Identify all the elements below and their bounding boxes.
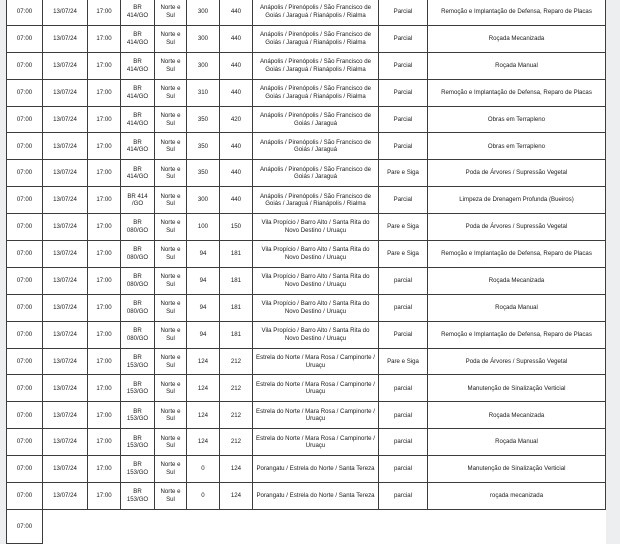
cell-data: 13/07/24 xyxy=(43,187,88,214)
cell-data: 13/07/24 xyxy=(43,348,88,375)
cell-rodovia: BR 153/GO xyxy=(121,429,155,456)
schedule-table xyxy=(6,0,606,544)
cell-municipios: Estrela do Norte / Mara Rosa / Campinorte / Uruaçu xyxy=(253,375,379,402)
cell-sentido: Norte e Sul xyxy=(155,483,187,510)
cell-rodovia: BR 414/GO xyxy=(121,52,155,79)
cell-km-inicial: 94 xyxy=(187,267,220,294)
cell-rodovia: BR 153/GO xyxy=(121,483,155,510)
cell-hora-inicio: 07:00 xyxy=(7,375,43,402)
cell-rodovia: BR 080/GO xyxy=(121,321,155,348)
cell-km-inicial: 124 xyxy=(187,375,220,402)
cell-hora-fim: 17:00 xyxy=(88,483,121,510)
cell-sentido: Norte e Sul xyxy=(155,0,187,25)
cell-km-inicial: 300 xyxy=(187,187,220,214)
cell-interdicao: parcial xyxy=(379,429,428,456)
table-row xyxy=(7,133,606,160)
cell-interdicao: Parcial xyxy=(379,133,428,160)
cell-interdicao: Parcial xyxy=(379,106,428,133)
cell-servico: Poda de Árvores / Supressão Vegetal xyxy=(428,214,606,241)
cell-data: 13/07/24 xyxy=(43,133,88,160)
cell-servico: Poda de Árvores / Supressão Vegetal xyxy=(428,348,606,375)
cell-data: 13/07/24 xyxy=(43,214,88,241)
cell-servico: Obras em Terrapleno xyxy=(428,106,606,133)
cell-sentido: Norte e Sul xyxy=(155,429,187,456)
cell-municipios: Estrela do Norte / Mara Rosa / Campinorte / Uruaçu xyxy=(253,348,379,375)
table-row xyxy=(7,106,606,133)
cell-km-final: 440 xyxy=(220,25,253,52)
cell-hora-inicio: 07:00 xyxy=(7,160,43,187)
cell-municipios: Anápolis / Pirenópolis / São Francisco de Goiás / Jaraguá / Rianápolis / Rialma xyxy=(253,0,379,25)
cell-hora-fim: 17:00 xyxy=(88,375,121,402)
cell-data: 13/07/24 xyxy=(43,456,88,483)
table-body xyxy=(7,0,606,543)
cell-interdicao: Pare e Siga xyxy=(379,348,428,375)
cell-interdicao: Pare e Siga xyxy=(379,214,428,241)
cell-servico: Roçada Manual xyxy=(428,429,606,456)
cell-km-final: 440 xyxy=(220,52,253,79)
cell-hora-fim: 17:00 xyxy=(88,106,121,133)
cell-rodovia: BR 414/GO xyxy=(121,79,155,106)
cell-hora-fim: 17:00 xyxy=(88,429,121,456)
cell-km-final: 440 xyxy=(220,187,253,214)
table-row xyxy=(7,429,606,456)
cell-municipios: Vila Propício / Barro Alto / Santa Rita do Novo Destino / Uruaçu xyxy=(253,267,379,294)
cell-data: 13/07/24 xyxy=(43,483,88,510)
cell-servico: roçada mecanizada xyxy=(428,483,606,510)
cell-sentido: Norte e Sul xyxy=(155,187,187,214)
cell-interdicao: parcial xyxy=(379,456,428,483)
cell-hora-fim: 17:00 xyxy=(88,160,121,187)
cell-interdicao: parcial xyxy=(379,483,428,510)
cell-hora-inicio: 07:00 xyxy=(7,429,43,456)
cell-rodovia: BR 153/GO xyxy=(121,375,155,402)
table-row xyxy=(7,402,606,429)
cell-interdicao: Parcial xyxy=(379,79,428,106)
cell-km-final: 212 xyxy=(220,375,253,402)
table-row xyxy=(7,267,606,294)
cell-sentido: Norte e Sul xyxy=(155,375,187,402)
table-row xyxy=(7,456,606,483)
cell-km-final: 212 xyxy=(220,402,253,429)
cell-km-inicial: 124 xyxy=(187,429,220,456)
cell-km-inicial: 300 xyxy=(187,52,220,79)
cell-km-final: 440 xyxy=(220,133,253,160)
cell-hora-fim: 17:00 xyxy=(88,133,121,160)
cell-data: 13/07/24 xyxy=(43,79,88,106)
cell-sentido: Norte e Sul xyxy=(155,267,187,294)
cell-rodovia: BR 153/GO xyxy=(121,348,155,375)
cell-km-inicial: 100 xyxy=(187,214,220,241)
cell-hora-inicio: 07:00 xyxy=(7,187,43,214)
cell-municipios: Anápolis / Pirenópolis / São Francisco de Goiás / Jaraguá xyxy=(253,160,379,187)
cell-municipios: Estrela do Norte / Mara Rosa / Campinorte / Uruaçu xyxy=(253,402,379,429)
cell-data: 13/07/24 xyxy=(43,402,88,429)
cell-km-final: 212 xyxy=(220,348,253,375)
cell-km-final: 124 xyxy=(220,483,253,510)
page-gap xyxy=(0,514,620,544)
cell-sentido: Norte e Sul xyxy=(155,133,187,160)
table-row xyxy=(7,52,606,79)
cell-servico: Roçada Mecanizada xyxy=(428,25,606,52)
cell-data: 13/07/24 xyxy=(43,294,88,321)
cell-interdicao: Pare e Siga xyxy=(379,160,428,187)
cell-km-inicial: 300 xyxy=(187,0,220,25)
cell-sentido: Norte e Sul xyxy=(155,456,187,483)
cell-sentido: Norte e Sul xyxy=(155,241,187,268)
cell-hora-inicio: 07:00 xyxy=(7,456,43,483)
cell-km-inicial: 94 xyxy=(187,321,220,348)
cell-municipios: Vila Propício / Barro Alto / Santa Rita do Novo Destino / Uruaçu xyxy=(253,294,379,321)
cell-hora-fim: 17:00 xyxy=(88,214,121,241)
cell-hora-inicio: 07:00 xyxy=(7,0,43,25)
table-row xyxy=(7,25,606,52)
cell-hora-inicio: 07:00 xyxy=(7,133,43,160)
cell-rodovia: BR 414 /GO xyxy=(121,187,155,214)
cell-municipios: Anápolis / Pirenópolis / São Francisco de Goiás / Jaraguá / Rianápolis / Rialma xyxy=(253,187,379,214)
cell-sentido: Norte e Sul xyxy=(155,106,187,133)
cell-servico: Remoção e Implantação de Defensa, Reparo de Placas xyxy=(428,79,606,106)
cell-km-final: 420 xyxy=(220,106,253,133)
cell-municipios: Vila Propício / Barro Alto / Santa Rita do Novo Destino / Uruaçu xyxy=(253,321,379,348)
cell-hora-inicio: 07:00 xyxy=(7,214,43,241)
cell-km-inicial: 124 xyxy=(187,348,220,375)
cell-hora-inicio: 07:00 xyxy=(7,348,43,375)
cell-servico: Manutenção de Sinalização Verticial xyxy=(428,456,606,483)
cell-municipios: Anápolis / Pirenópolis / São Francisco de Goiás / Jaraguá / Rianápolis / Rialma xyxy=(253,52,379,79)
cell-interdicao: Pare e Siga xyxy=(379,241,428,268)
cell-hora-fim: 17:00 xyxy=(88,0,121,25)
cell-data: 13/07/24 xyxy=(43,106,88,133)
cell-hora-fim: 17:00 xyxy=(88,187,121,214)
cell-rodovia: BR 080/GO xyxy=(121,241,155,268)
cell-sentido: Norte e Sul xyxy=(155,214,187,241)
cell-km-final: 181 xyxy=(220,321,253,348)
cell-km-inicial: 350 xyxy=(187,133,220,160)
cell-hora-fim: 17:00 xyxy=(88,241,121,268)
table-row xyxy=(7,483,606,510)
cell-interdicao: parcial xyxy=(379,402,428,429)
cell-rodovia: BR 414/GO xyxy=(121,106,155,133)
cell-hora-fim: 17:00 xyxy=(88,456,121,483)
cell-interdicao: Parcial xyxy=(379,25,428,52)
cell-data: 13/07/24 xyxy=(43,321,88,348)
cell-hora-inicio: 07:00 xyxy=(7,267,43,294)
cell-km-inicial: 0 xyxy=(187,456,220,483)
cell-hora-fim: 17:00 xyxy=(88,267,121,294)
cell-km-inicial: 350 xyxy=(187,106,220,133)
cell-sentido: Norte e Sul xyxy=(155,79,187,106)
cell-km-final: 124 xyxy=(220,456,253,483)
cell-rodovia: BR 414/GO xyxy=(121,133,155,160)
cell-hora-inicio: 07:00 xyxy=(7,321,43,348)
cell-km-inicial: 350 xyxy=(187,160,220,187)
cell-hora-inicio: 07:00 xyxy=(7,509,43,543)
table-row xyxy=(7,294,606,321)
cell-km-final: 150 xyxy=(220,214,253,241)
cell-sentido: Norte e Sul xyxy=(155,52,187,79)
cell-data: 13/07/24 xyxy=(43,52,88,79)
cell-servico: Obras em Terrapleno xyxy=(428,133,606,160)
cell-sentido: Norte e Sul xyxy=(155,402,187,429)
cell-interdicao: parcial xyxy=(379,294,428,321)
table-row xyxy=(7,187,606,214)
cell-km-final: 181 xyxy=(220,241,253,268)
cell-interdicao: parcial xyxy=(379,267,428,294)
cell-data: 13/07/24 xyxy=(43,0,88,25)
cell-km-inicial: 94 xyxy=(187,294,220,321)
cell-rodovia: BR 080/GO xyxy=(121,294,155,321)
cell-municipios: Anápolis / Pirenópolis / São Francisco de Goiás / Jaraguá xyxy=(253,133,379,160)
cell-rodovia: BR 414/GO xyxy=(121,160,155,187)
cell-hora-inicio: 07:00 xyxy=(7,402,43,429)
table-row xyxy=(7,375,606,402)
cell-km-final: 181 xyxy=(220,267,253,294)
cell-municipios: Porangatu / Estrela do Norte / Santa Tereza xyxy=(253,483,379,510)
cell-hora-inicio: 07:00 xyxy=(7,294,43,321)
table-row xyxy=(7,321,606,348)
cell-interdicao: parcial xyxy=(379,375,428,402)
cell-municipios: Vila Propício / Barro Alto / Santa Rita do Novo Destino / Uruaçu xyxy=(253,241,379,268)
cell-servico: Roçada Mecanizada xyxy=(428,267,606,294)
cell-municipios: Vila Propício / Barro Alto / Santa Rita do Novo Destino / Uruaçu xyxy=(253,214,379,241)
cell-hora-fim: 17:00 xyxy=(88,294,121,321)
cell-hora-fim: 17:00 xyxy=(88,79,121,106)
cell-servico: Remoção e Implantação de Defensa, Reparo de Placas xyxy=(428,241,606,268)
cell-data: 13/07/24 xyxy=(43,429,88,456)
cell-hora-inicio: 07:00 xyxy=(7,25,43,52)
table-row xyxy=(7,241,606,268)
cell-data: 13/07/24 xyxy=(43,375,88,402)
cell-km-inicial: 124 xyxy=(187,402,220,429)
cell-hora-fim: 17:00 xyxy=(88,402,121,429)
cell-hora-fim: 17:00 xyxy=(88,52,121,79)
cell-municipios: Estrela do Norte / Mara Rosa / Campinorte / Uruaçu xyxy=(253,429,379,456)
cell-interdicao: Parcial xyxy=(379,0,428,25)
cell-hora-fim: 17:00 xyxy=(88,321,121,348)
cell-km-inicial: 94 xyxy=(187,241,220,268)
cell-data: 13/07/24 xyxy=(43,25,88,52)
cell-km-final: 440 xyxy=(220,0,253,25)
cell-km-inicial: 310 xyxy=(187,79,220,106)
cell-km-inicial: 300 xyxy=(187,25,220,52)
cell-interdicao: Parcial xyxy=(379,52,428,79)
cell-data: 13/07/24 xyxy=(43,241,88,268)
cell-municipios: Anápolis / Pirenópolis / São Francisco de Goiás / Jaraguá xyxy=(253,106,379,133)
cell-servico: Manutenção de Sinalização Verticial xyxy=(428,375,606,402)
cell-municipios: Anápolis / Pirenópolis / São Francisco de Goiás / Jaraguá / Rianápolis / Rialma xyxy=(253,79,379,106)
cell-hora-fim: 17:00 xyxy=(88,25,121,52)
cell-servico: Roçada Manual xyxy=(428,52,606,79)
table-row xyxy=(7,348,606,375)
cell-km-final: 440 xyxy=(220,79,253,106)
cell-km-inicial: 0 xyxy=(187,483,220,510)
cell-sentido: Norte e Sul xyxy=(155,348,187,375)
cell-interdicao: Parcial xyxy=(379,321,428,348)
cell-sentido: Norte e Sul xyxy=(155,25,187,52)
cell-rodovia: BR 153/GO xyxy=(121,402,155,429)
cell-km-final: 212 xyxy=(220,429,253,456)
table-row xyxy=(7,0,606,25)
table-row xyxy=(7,79,606,106)
cell-municipios: Anápolis / Pirenópolis / São Francisco de Goiás / Jaraguá / Rianápolis / Rialma xyxy=(253,25,379,52)
cell-sentido: Norte e Sul xyxy=(155,321,187,348)
table-row xyxy=(7,160,606,187)
cell-servico: Remoção e Implantação de Defensa, Reparo de Placas xyxy=(428,0,606,25)
cell-servico: Poda de Árvores / Supressão Vegetal xyxy=(428,160,606,187)
cell-rodovia: BR 080/GO xyxy=(121,267,155,294)
cell-sentido: Norte e Sul xyxy=(155,160,187,187)
cell-servico: Limpeza de Drenagem Profunda (Bueiros) xyxy=(428,187,606,214)
cell-hora-fim: 17:00 xyxy=(88,348,121,375)
cell-servico: Roçada Mecanizada xyxy=(428,402,606,429)
cell-interdicao: Parcial xyxy=(379,187,428,214)
cell-hora-inicio: 07:00 xyxy=(7,52,43,79)
cell-data: 13/07/24 xyxy=(43,267,88,294)
cell-hora-inicio: 07:00 xyxy=(7,106,43,133)
cell-hora-inicio: 07:00 xyxy=(7,241,43,268)
cell-servico: Roçada Manual xyxy=(428,294,606,321)
cell-hora-inicio: 07:00 xyxy=(7,79,43,106)
cell-rodovia: BR 080/GO xyxy=(121,214,155,241)
cell-rodovia: BR 414/GO xyxy=(121,25,155,52)
cell-sentido: Norte e Sul xyxy=(155,294,187,321)
table-row xyxy=(7,214,606,241)
cell-km-final: 440 xyxy=(220,160,253,187)
cell-servico: Remoção e Implantação de Defensa, Reparo de Placas xyxy=(428,321,606,348)
cell-municipios: Porangatu / Estrela do Norte / Santa Tereza xyxy=(253,456,379,483)
cell-hora-inicio: 07:00 xyxy=(7,483,43,510)
cell-rodovia: BR 153/GO xyxy=(121,456,155,483)
cell-km-final: 181 xyxy=(220,294,253,321)
cell-rodovia: BR 414/GO xyxy=(121,0,155,25)
cell-data: 13/07/24 xyxy=(43,160,88,187)
